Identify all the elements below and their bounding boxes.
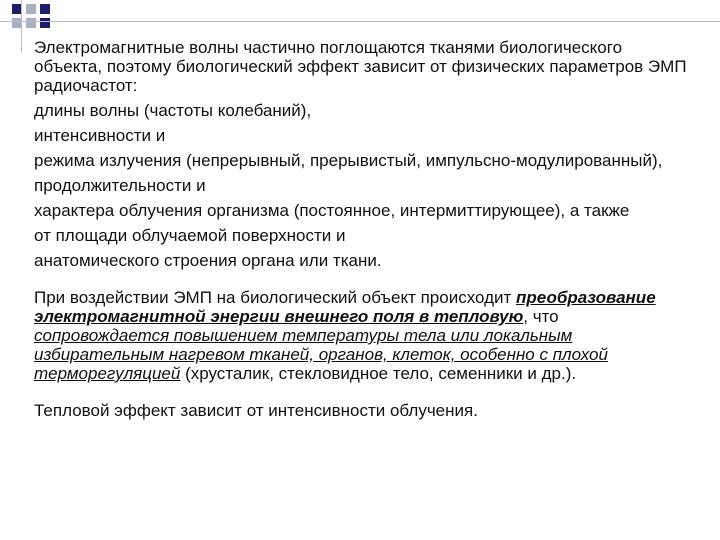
list-item: от площади облучаемой поверхности и [34, 226, 346, 245]
list-item: анатомического строения органа или ткани. [34, 251, 382, 270]
list-item: характера облучения организма (постоянное, интермиттирующее), а также [34, 201, 630, 220]
para3: Тепловой эффект зависит от интенсивности облучения. [34, 401, 478, 420]
corner-square-light-1 [26, 4, 36, 14]
decor-horizontal-line [0, 21, 720, 22]
list-item: режима излучения (непрерывный, прерывистый, импульсно-модулированный), [34, 151, 663, 170]
corner-square-dark-3 [40, 18, 50, 28]
slide-text [34, 38, 694, 420]
para1-intro: Электромагнитные волны частично поглощаются тканями биологического объекта, поэтому биологический эффект зависит от физических параметров ЭМП радиочастот: [34, 38, 687, 95]
decor-vertical-line [21, 0, 22, 52]
corner-square-dark-2 [40, 4, 50, 14]
para2-bold-italic: преобразование электромагнитной энергии внешнего поля в тепловую [34, 288, 656, 326]
para2-tail: (хрусталик, стекловидное тело, семенники и др.). [180, 364, 577, 383]
list-item: длины волны (частоты колебаний), [34, 101, 312, 120]
list-item: продолжительности и [34, 176, 206, 195]
list-item: интенсивности и [34, 126, 166, 145]
para2 [34, 288, 694, 383]
corner-square-light-2 [26, 18, 36, 28]
para2-middle: , что [523, 307, 559, 326]
para2-italic: сопровождается повышением температуры тела или локальным избирательным нагревом тканей, органов, клеток, особенно с плохой терморегуляцией [34, 326, 608, 383]
para2-lead: При воздействии ЭМП на биологический объект происходит [34, 288, 517, 307]
